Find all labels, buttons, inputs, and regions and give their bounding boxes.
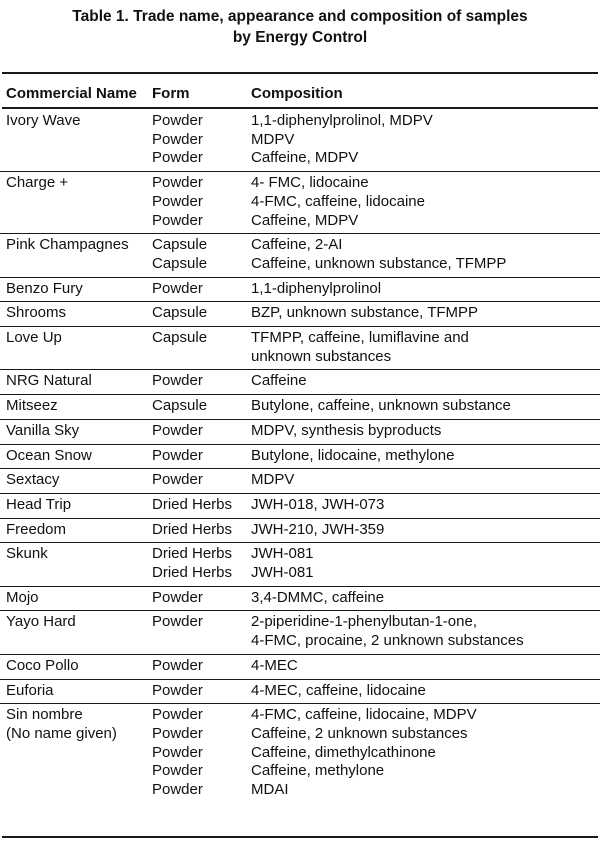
commercial-name-cell xyxy=(6,657,152,676)
commercial-name: Coco Pollo xyxy=(6,656,79,674)
composition-line: TFMPP, caffeine, lumiflavine and xyxy=(251,329,469,347)
form-cell: Powder xyxy=(152,588,203,606)
composition-line: 3,4-DMMC, caffeine xyxy=(251,588,385,606)
table-row xyxy=(0,445,600,470)
form-cell: Dried Herbs xyxy=(152,495,233,513)
commercial-name-cell xyxy=(6,447,152,466)
commercial-name-cell xyxy=(6,589,152,608)
composition-cell xyxy=(251,372,591,391)
commercial-name: Benzo Fury xyxy=(6,279,83,297)
composition-cell xyxy=(251,682,591,701)
composition-cell xyxy=(251,304,591,323)
table-header xyxy=(0,85,600,105)
commercial-name: Mojo xyxy=(6,588,39,606)
sample-entry xyxy=(0,193,600,212)
form-cell: Powder xyxy=(152,471,203,489)
composition-cell xyxy=(251,329,591,366)
commercial-name: Vanilla Sky xyxy=(6,421,80,439)
header-commercial-name: Commercial Name xyxy=(6,85,137,102)
commercial-name: Mitseez xyxy=(6,397,58,415)
sample-entry xyxy=(0,131,600,150)
commercial-name: Charge + xyxy=(6,174,69,192)
composition-line: Caffeine, 2-AI xyxy=(251,236,343,254)
form-cell: Powder xyxy=(152,279,203,297)
form-cell: Powder xyxy=(152,743,203,761)
composition-cell xyxy=(251,255,591,274)
composition-cell xyxy=(251,149,591,168)
commercial-name-cell xyxy=(6,304,152,323)
composition-line: 4-FMC, caffeine, lidocaine xyxy=(251,192,425,210)
table-body xyxy=(0,110,600,803)
table-row xyxy=(0,469,600,494)
form-cell: Dried Herbs xyxy=(152,564,233,582)
composition-cell xyxy=(251,781,591,800)
commercial-name: Euforia xyxy=(6,681,54,699)
sample-entry xyxy=(0,212,600,231)
composition-line: Butylone, lidocaine, methylone xyxy=(251,446,455,464)
table-row xyxy=(0,420,600,445)
composition-line: 4-FMC, procaine, 2 unknown substances xyxy=(251,632,524,650)
commercial-name: Shrooms xyxy=(6,304,67,322)
commercial-name-cell xyxy=(6,372,152,391)
commercial-name-cell xyxy=(6,496,152,515)
composition-line: 4-MEC, caffeine, lidocaine xyxy=(251,681,426,699)
table-row xyxy=(0,234,600,277)
caption-line-1: Table 1. Trade name, appearance and composition of samples xyxy=(72,8,528,25)
table-caption xyxy=(0,6,600,48)
composition-cell xyxy=(251,545,591,564)
composition-line: 4- FMC, lidocaine xyxy=(251,174,369,192)
composition-line: JWH-081 xyxy=(251,545,314,563)
composition-line: Caffeine, MDPV xyxy=(251,149,359,167)
commercial-name: Freedom xyxy=(6,520,67,538)
commercial-name-cell xyxy=(6,329,152,348)
commercial-name: Skunk xyxy=(6,545,48,563)
commercial-name: Ocean Snow xyxy=(6,446,92,464)
table-row xyxy=(0,302,600,327)
table-row xyxy=(0,110,600,172)
composition-line: Caffeine, unknown substance, TFMPP xyxy=(251,254,507,272)
form-cell: Capsule xyxy=(152,254,208,272)
form-cell: Capsule xyxy=(152,329,208,347)
composition-cell xyxy=(251,521,591,540)
composition-line: BZP, unknown substance, TFMPP xyxy=(251,304,479,322)
composition-line: Butylone, caffeine, unknown substance xyxy=(251,397,511,415)
commercial-name: Love Up xyxy=(6,329,62,347)
composition-line: MDPV, synthesis byproducts xyxy=(251,421,442,439)
commercial-name: Sextacy xyxy=(6,471,60,489)
form-cell: Powder xyxy=(152,706,203,724)
commercial-name: Ivory Wave xyxy=(6,112,81,129)
composition-cell xyxy=(251,613,591,650)
composition-line: 1,1-diphenylprolinol, MDPV xyxy=(251,112,433,129)
composition-line: 1,1-diphenylprolinol xyxy=(251,279,382,297)
commercial-name-cell xyxy=(6,682,152,701)
composition-cell xyxy=(251,236,591,255)
table-row xyxy=(0,327,600,370)
composition-cell xyxy=(251,496,591,515)
composition-line: 2-piperidine-1-phenylbutan-1-one, xyxy=(251,613,477,631)
form-cell: Powder xyxy=(152,112,203,129)
commercial-name-cell xyxy=(6,613,152,632)
sample-entry xyxy=(0,564,600,583)
composition-line: Caffeine, methylone xyxy=(251,762,385,780)
commercial-name: (No name given) xyxy=(6,724,117,742)
form-cell: Powder xyxy=(152,174,203,192)
composition-cell xyxy=(251,212,591,231)
composition-line: JWH-018, JWH-073 xyxy=(251,495,385,513)
commercial-name-cell xyxy=(6,471,152,490)
table-row xyxy=(0,370,600,395)
composition-line: Caffeine, dimethylcathinone xyxy=(251,743,436,761)
composition-line: Caffeine, MDPV xyxy=(251,211,359,229)
table-row xyxy=(0,587,600,612)
form-cell: Powder xyxy=(152,192,203,210)
form-cell: Capsule xyxy=(152,304,208,322)
commercial-name-cell xyxy=(6,280,152,299)
composition-cell xyxy=(251,193,591,212)
commercial-name-cell xyxy=(6,521,152,540)
composition-line: unknown substances xyxy=(251,347,392,365)
table-row xyxy=(0,278,600,303)
sample-entry xyxy=(0,781,600,800)
form-cell: Powder xyxy=(152,781,203,799)
commercial-name-cell xyxy=(6,422,152,441)
header-form: Form xyxy=(152,85,190,102)
composition-cell xyxy=(251,744,591,763)
composition-line: 4-FMC, caffeine, lidocaine, MDPV xyxy=(251,706,477,724)
composition-cell xyxy=(251,174,591,193)
form-cell: Dried Herbs xyxy=(152,545,233,563)
table-row xyxy=(0,680,600,705)
composition-line: JWH-081 xyxy=(251,564,314,582)
form-cell: Powder xyxy=(152,211,203,229)
commercial-name: Head Trip xyxy=(6,495,72,513)
composition-cell xyxy=(251,280,591,299)
form-cell: Powder xyxy=(152,613,203,631)
composition-cell xyxy=(251,447,591,466)
sample-entry xyxy=(0,744,600,763)
commercial-name: NRG Natural xyxy=(6,372,92,390)
form-cell: Capsule xyxy=(152,397,208,415)
composition-line: 4-MEC xyxy=(251,656,298,674)
commercial-name-cell xyxy=(6,545,152,564)
sample-entry xyxy=(0,255,600,274)
header-composition: Composition xyxy=(251,85,343,102)
form-cell: Capsule xyxy=(152,236,208,254)
composition-cell xyxy=(251,762,591,781)
table-row xyxy=(0,655,600,680)
form-cell: Dried Herbs xyxy=(152,520,233,538)
form-cell: Powder xyxy=(152,130,203,148)
sample-entry xyxy=(0,149,600,168)
form-cell: Powder xyxy=(152,446,203,464)
composition-cell xyxy=(251,589,591,608)
table-row xyxy=(0,543,600,586)
table-row xyxy=(0,519,600,544)
composition-line: JWH-210, JWH-359 xyxy=(251,520,385,538)
table-bottom-rule xyxy=(2,836,598,838)
composition-line: Caffeine, 2 unknown substances xyxy=(251,724,468,742)
caption-line-2: by Energy Control xyxy=(232,29,368,46)
commercial-name-cell xyxy=(6,174,152,193)
table-row xyxy=(0,395,600,420)
commercial-name-cell xyxy=(6,397,152,416)
table-row xyxy=(0,494,600,519)
composition-cell xyxy=(251,706,591,725)
composition-line: Caffeine xyxy=(251,372,307,390)
form-cell: Powder xyxy=(152,724,203,742)
table-row xyxy=(0,704,600,803)
commercial-name: Pink Champagnes xyxy=(6,236,129,254)
composition-cell xyxy=(251,657,591,676)
composition-cell xyxy=(251,131,591,150)
composition-cell xyxy=(251,422,591,441)
form-cell: Powder xyxy=(152,372,203,390)
composition-line: MDPV xyxy=(251,130,295,148)
table-row xyxy=(0,172,600,234)
form-cell: Powder xyxy=(152,762,203,780)
composition-cell xyxy=(251,564,591,583)
commercial-name-cell xyxy=(6,112,152,131)
composition-cell xyxy=(251,471,591,490)
commercial-name-cell xyxy=(6,236,152,255)
form-cell: Powder xyxy=(152,149,203,167)
composition-cell xyxy=(251,397,591,416)
table-row xyxy=(0,611,600,654)
commercial-name-cell xyxy=(6,706,152,743)
form-cell: Powder xyxy=(152,656,203,674)
composition-cell xyxy=(251,112,591,131)
table-top-rule xyxy=(2,72,598,74)
form-cell: Powder xyxy=(152,681,203,699)
composition-cell xyxy=(251,725,591,744)
table-header-rule xyxy=(2,107,598,109)
sample-entry xyxy=(0,762,600,781)
form-cell: Powder xyxy=(152,421,203,439)
composition-line: MDAI xyxy=(251,781,289,799)
composition-line: MDPV xyxy=(251,471,295,489)
commercial-name: Yayo Hard xyxy=(6,613,76,631)
commercial-name: Sin nombre xyxy=(6,706,83,724)
